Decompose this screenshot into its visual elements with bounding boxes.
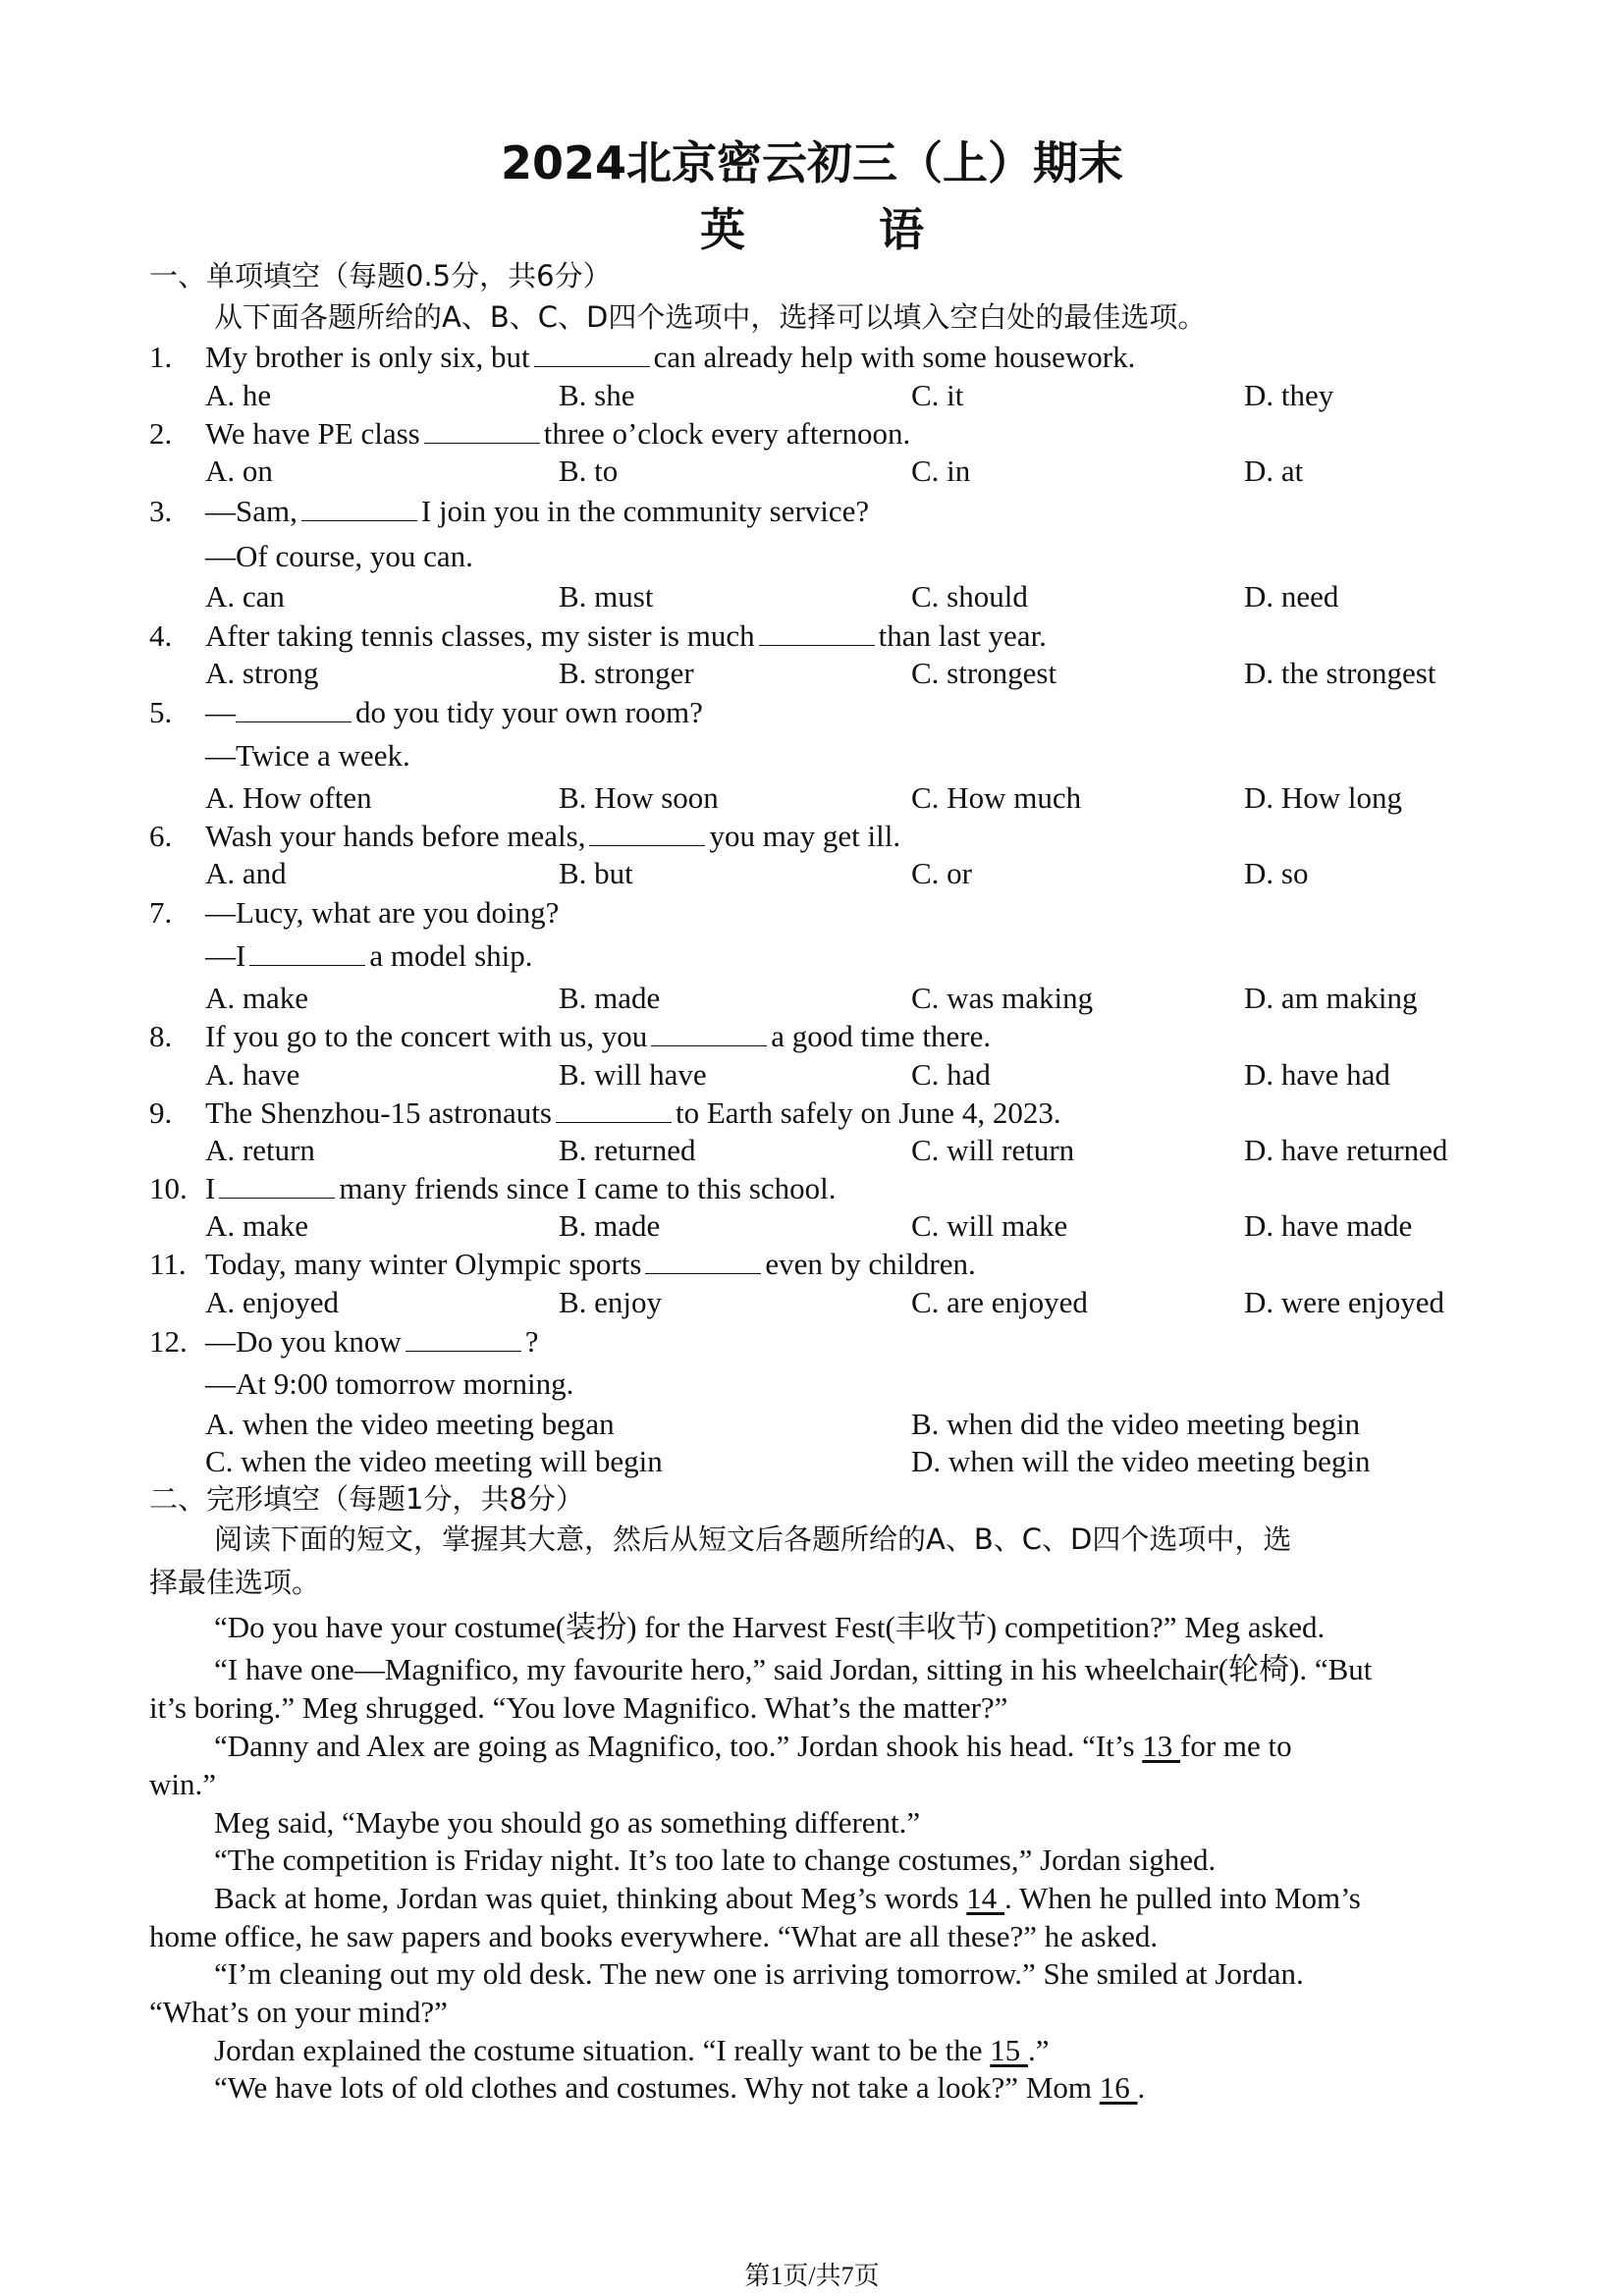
option-c: C. in bbox=[911, 454, 971, 488]
answer-blank bbox=[651, 1020, 767, 1046]
option-c: C. it bbox=[911, 378, 964, 412]
question-stem: If you go to the concert with us, you a good time there. bbox=[205, 1019, 992, 1053]
option-a: A. return bbox=[205, 1133, 315, 1167]
option-b: B. must bbox=[559, 579, 654, 614]
passage-line: “I’m cleaning out my old desk. The new one is arriving tomorrow.” She smiled at Jordan. bbox=[214, 1956, 1304, 1991]
option-b: B. to bbox=[559, 454, 619, 488]
subject-title: 英 语 bbox=[699, 203, 983, 256]
question-stem: The Shenzhou-15 astronauts to Earth safely on June 4, 2023. bbox=[205, 1095, 1061, 1130]
option-a: A. strong bbox=[205, 656, 319, 690]
question-number: 6. bbox=[149, 819, 173, 853]
option-c: C. How much bbox=[911, 780, 1082, 815]
question-number: 7. bbox=[149, 895, 173, 930]
answer-blank bbox=[424, 417, 540, 444]
question-number: 3. bbox=[149, 494, 173, 528]
option-d: D. need bbox=[1244, 579, 1339, 614]
passage-line: Meg said, “Maybe you should go as something different.” bbox=[214, 1805, 921, 1840]
option-a: A. he bbox=[205, 378, 272, 412]
option-d: D. have made bbox=[1244, 1208, 1413, 1243]
answer-blank bbox=[301, 495, 417, 521]
question-reply: —I a model ship. bbox=[205, 938, 533, 973]
option-a: A. How often bbox=[205, 780, 372, 815]
question-stem: —Do you know ? bbox=[205, 1324, 539, 1359]
question-stem: I many friends since I came to this school. bbox=[205, 1171, 837, 1205]
option-a: A. make bbox=[205, 981, 309, 1015]
question-number: 11. bbox=[149, 1247, 187, 1281]
option-c: C. will return bbox=[911, 1133, 1075, 1167]
section1-instruction: 从下面各题所给的A、B、C、D四个选项中，选择可以填入空白处的最佳选项。 bbox=[214, 300, 1207, 334]
option-b: B. when did the video meeting begin bbox=[911, 1407, 1361, 1441]
cloze-blank-13: 13 bbox=[1142, 1729, 1181, 1763]
question-stem: —Lucy, what are you doing? bbox=[205, 895, 560, 930]
option-c: C. had bbox=[911, 1057, 991, 1092]
option-d: D. the strongest bbox=[1244, 656, 1436, 690]
passage-line: “What’s on your mind?” bbox=[149, 1995, 448, 2029]
cloze-blank-16: 16 bbox=[1099, 2070, 1138, 2105]
option-b: B. enjoy bbox=[559, 1285, 663, 1319]
option-d: D. have returned bbox=[1244, 1133, 1448, 1167]
option-d: D. they bbox=[1244, 378, 1334, 412]
option-c: C. was making bbox=[911, 981, 1094, 1015]
passage-line: “The competition is Friday night. It’s too late to change costumes,” Jordan sighed. bbox=[214, 1842, 1217, 1877]
option-c: C. strongest bbox=[911, 656, 1057, 690]
option-c: C. will make bbox=[911, 1208, 1068, 1243]
option-b: B. will have bbox=[559, 1057, 707, 1092]
question-stem: — do you tidy your own room? bbox=[205, 695, 703, 729]
option-a: A. and bbox=[205, 856, 287, 890]
answer-blank bbox=[219, 1172, 335, 1199]
option-b: B. she bbox=[559, 378, 635, 412]
question-reply: —At 9:00 tomorrow morning. bbox=[205, 1366, 574, 1401]
passage-line: “Do you have your costume(装扮) for the Harvest Fest(丰收节) competition?” Meg asked. bbox=[214, 1610, 1326, 1644]
passage-line: “I have one—Magnifico, my favourite hero,” said Jordan, sitting in his wheelchair(轮椅). “But bbox=[214, 1652, 1373, 1686]
section2-heading: 二、完形填空（每题1分，共8分） bbox=[149, 1482, 584, 1516]
answer-blank bbox=[645, 1248, 761, 1274]
passage-line: home office, he saw papers and books everywhere. “What are all these?” he asked. bbox=[149, 1919, 1159, 1953]
option-c: C. when the video meeting will begin bbox=[205, 1444, 663, 1478]
answer-blank bbox=[406, 1325, 521, 1352]
option-b: B. returned bbox=[559, 1133, 696, 1167]
question-number: 9. bbox=[149, 1095, 173, 1130]
option-a: A. can bbox=[205, 579, 285, 614]
option-d: D. when will the video meeting begin bbox=[911, 1444, 1371, 1478]
option-a: A. enjoyed bbox=[205, 1285, 340, 1319]
answer-blank bbox=[589, 820, 705, 846]
option-d: D. have had bbox=[1244, 1057, 1390, 1092]
page-footer: 第1页/共7页 bbox=[744, 2262, 880, 2290]
passage-line: Jordan explained the costume situation. “I really want to be the 15 .” bbox=[214, 2033, 1050, 2067]
passage-line: “We have lots of old clothes and costumes. Why not take a look?” Mom 16 . bbox=[214, 2070, 1146, 2105]
passage-line: win.” bbox=[149, 1767, 217, 1801]
question-1 bbox=[149, 340, 172, 375]
question-reply: —Twice a week. bbox=[205, 738, 410, 773]
option-c: C. are enjoyed bbox=[911, 1285, 1088, 1319]
passage-line: “Danny and Alex are going as Magnifico, too.” Jordan shook his head. “It’s 13 for me to bbox=[214, 1729, 1292, 1763]
question-stem: My brother is only six, but can already help with some housework. bbox=[205, 340, 1136, 374]
option-d: D. How long bbox=[1244, 780, 1403, 815]
question-stem: After taking tennis classes, my sister is much than last year. bbox=[205, 618, 1047, 653]
question-stem: We have PE class three o’clock every afternoon. bbox=[205, 416, 911, 451]
passage-line: it’s boring.” Meg shrugged. “You love Magnifico. What’s the matter?” bbox=[149, 1690, 1008, 1725]
option-c: C. or bbox=[911, 856, 972, 890]
answer-blank bbox=[534, 341, 650, 367]
option-b: B. made bbox=[559, 1208, 661, 1243]
cloze-blank-14: 14 bbox=[966, 1881, 1005, 1915]
option-a: A. on bbox=[205, 454, 273, 488]
question-number: 8. bbox=[149, 1019, 173, 1053]
question-number: 2. bbox=[149, 416, 173, 451]
option-d: D. so bbox=[1244, 856, 1309, 890]
option-a: A. when the video meeting began bbox=[205, 1407, 615, 1441]
option-a: A. have bbox=[205, 1057, 300, 1092]
exam-title: 2024北京密云初三（上）期末 bbox=[500, 136, 1124, 189]
option-a: A. make bbox=[205, 1208, 309, 1243]
option-d: D. at bbox=[1244, 454, 1304, 488]
option-b: B. made bbox=[559, 981, 661, 1015]
option-b: B. stronger bbox=[559, 656, 694, 690]
answer-blank bbox=[759, 619, 875, 646]
option-b: B. but bbox=[559, 856, 633, 890]
answer-blank bbox=[556, 1096, 672, 1123]
section2-instruction: 阅读下面的短文，掌握其大意，然后从短文后各题所给的A、B、C、D四个选项中，选 bbox=[214, 1522, 1292, 1556]
option-d: D. were enjoyed bbox=[1244, 1285, 1444, 1319]
question-stem: Today, many winter Olympic sports even by children. bbox=[205, 1247, 976, 1281]
passage-line: Back at home, Jordan was quiet, thinking about Meg’s words 14 . When he pulled into Mom’s bbox=[214, 1881, 1361, 1915]
question-number: 12. bbox=[149, 1324, 188, 1359]
option-b: B. How soon bbox=[559, 780, 719, 815]
answer-blank bbox=[236, 696, 352, 722]
question-reply: —Of course, you can. bbox=[205, 539, 473, 573]
answer-blank bbox=[249, 939, 365, 966]
question-number: 4. bbox=[149, 618, 173, 653]
question-number: 5. bbox=[149, 695, 173, 729]
section1-heading: 一、单项填空（每题0.5分，共6分） bbox=[149, 259, 612, 293]
question-number: 10. bbox=[149, 1171, 188, 1205]
option-c: C. should bbox=[911, 579, 1028, 614]
question-number: 1. bbox=[149, 340, 173, 374]
question-stem: —Sam, I join you in the community service? bbox=[205, 494, 870, 528]
section2-instruction-cont: 择最佳选项。 bbox=[149, 1566, 321, 1599]
question-stem: Wash your hands before meals, you may get ill. bbox=[205, 819, 901, 853]
cloze-blank-15: 15 bbox=[990, 2033, 1029, 2067]
option-d: D. am making bbox=[1244, 981, 1418, 1015]
